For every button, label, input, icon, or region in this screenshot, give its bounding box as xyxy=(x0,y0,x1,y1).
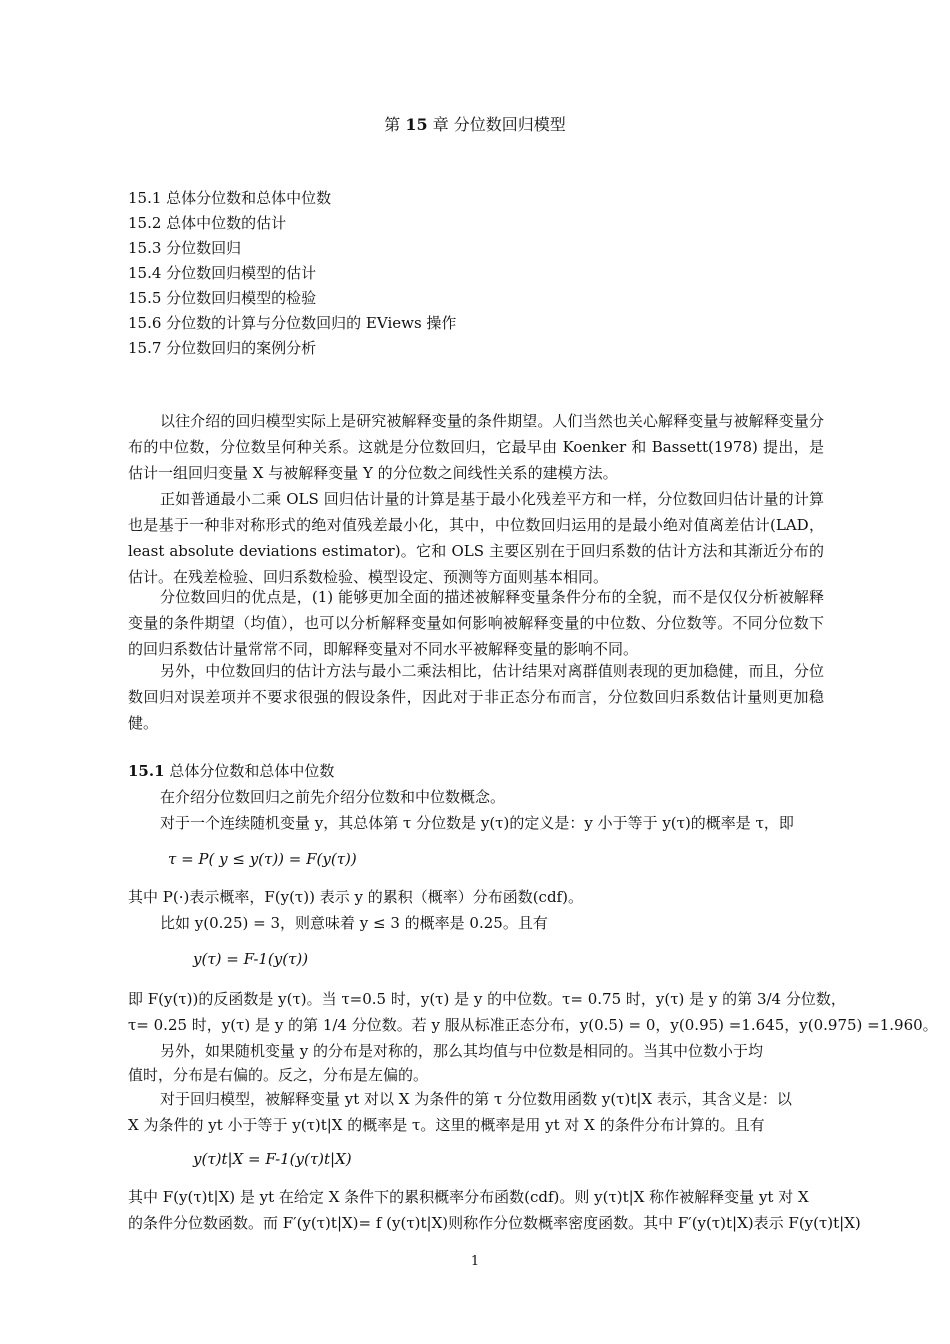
text-line: τ= 0.25 时，y(τ) 是 y 的第 1/4 分位数。若 y 服从标准正态分布，y(0.5) = 0，y(0.95) =1.645，y(0.975) =1.960。 xyxy=(128,1016,938,1034)
toc-item: 15.5 分位数回归模型的检验 xyxy=(128,289,317,307)
paragraph-robustness: 另外，中位数回归的估计方法与最小二乘法相比，估计结果对离群值则表现的更加稳健，而且，分位数回归对误差项并不要求很强的假设条件，因此对于非正态分布而言，分位数回归系数估计量则更加稳健。 xyxy=(128,662,824,732)
paragraph-intro: 以往介绍的回归模型实际上是研究被解释变量的条件期望。人们当然也关心解释变量与被解释变量分布的中位数，分位数呈何种关系。这就是分位数回归，它最早由 Koenker 和 Bassett(1978) 提出，是估计一组回归变量 X 与被解释变量 Y 的分位数之间线性关系的建模方法。 xyxy=(128,412,824,482)
text-line: 对于回归模型，被解释变量 yt 对以 X 为条件的第 τ 分位数用函数 y(τ)t|X 表示，其含义是：以 xyxy=(160,1090,792,1108)
text-line: 即 F(y(τ))的反函数是 y(τ)。当 τ=0.5 时，y(τ) 是 y 的中位数。τ= 0.75 时，y(τ) 是 y 的第 3/4 分位数， xyxy=(128,990,846,1008)
section-heading: 15.1 总体分位数和总体中位数 xyxy=(128,762,335,780)
toc-item: 15.6 分位数的计算与分位数回归的 EViews 操作 xyxy=(128,314,457,332)
toc-item: 15.2 总体中位数的估计 xyxy=(128,214,287,232)
page-number: 1 xyxy=(470,1254,480,1269)
formula-definition: τ = P( y ≤ y(τ)) = F(y(τ)) xyxy=(168,850,357,868)
chapter-title: 第 15 章 分位数回归模型 xyxy=(384,115,566,134)
text-line: 在介绍分位数回归之前先介绍分位数和中位数概念。 xyxy=(160,788,506,806)
toc-item: 15.3 分位数回归 xyxy=(128,239,242,257)
text-line: 的条件分位数函数。而 F′(y(τ)t|X)= f (y(τ)t|X)则称作分位数概率密度函数。其中 F′(y(τ)t|X)表示 F(y(τ)t|X) xyxy=(128,1214,861,1232)
toc-item: 15.1 总体分位数和总体中位数 xyxy=(128,189,332,207)
table-of-contents xyxy=(128,186,456,361)
paragraph-ols: 正如普通最小二乘 OLS 回归估计量的计算是基于最小化残差平方和一样，分位数回归估计量的计算也是基于一种非对称形式的绝对值残差最小化，其中，中位数回归运用的是最小绝对值离差估计(LAD，least absolute deviations estimator)。它和 OLS 主要区别在于回归系数的估计方法和其渐近分布的估计。在残差检验、回归系数检验、模型设定、预测等方面则基本相同。 xyxy=(128,490,824,586)
text-line: 其中 P(·)表示概率，F(y(τ)) 表示 y 的累积（概率）分布函数(cdf)。 xyxy=(128,888,583,906)
text-line: 值时，分布是右偏的。反之，分布是左偏的。 xyxy=(128,1066,429,1084)
text-line: X 为条件的 yt 小于等于 y(τ)t|X 的概率是 τ。这里的概率是用 yt 对 X 的条件分布计算的。且有 xyxy=(128,1116,765,1134)
text-line: 对于一个连续随机变量 y，其总体第 τ 分位数是 y(τ)的定义是：y 小于等于 y(τ)的概率是 τ，即 xyxy=(160,814,794,832)
text-line: 另外，如果随机变量 y 的分布是对称的，那么其均值与中位数是相同的。当其中位数小于均 xyxy=(160,1042,764,1060)
text-line: 比如 y(0.25) = 3，则意味着 y ≤ 3 的概率是 0.25。且有 xyxy=(160,914,548,932)
formula-conditional: y(τ)t|X = F-1(y(τ)t|X) xyxy=(193,1150,352,1168)
text-line: 其中 F(y(τ)t|X) 是 yt 在给定 X 条件下的累积概率分布函数(cdf)。则 y(τ)t|X 称作被解释变量 yt 对 X xyxy=(128,1188,809,1206)
formula-inverse: y(τ) = F-1(y(τ)) xyxy=(193,950,309,968)
chapter-number: 15 xyxy=(405,115,428,134)
toc-item: 15.7 分位数回归的案例分析 xyxy=(128,339,317,357)
toc-item: 15.4 分位数回归模型的估计 xyxy=(128,264,317,282)
paragraph-advantages: 分位数回归的优点是，(1) 能够更加全面的描述被解释变量条件分布的全貌，而不是仅仅分析被解释变量的条件期望（均值），也可以分析解释变量如何影响被解释变量的中位数、分位数等。不同分位数下的回归系数估计量常常不同，即解释变量对不同水平被解释变量的影响不同。 xyxy=(128,588,824,658)
